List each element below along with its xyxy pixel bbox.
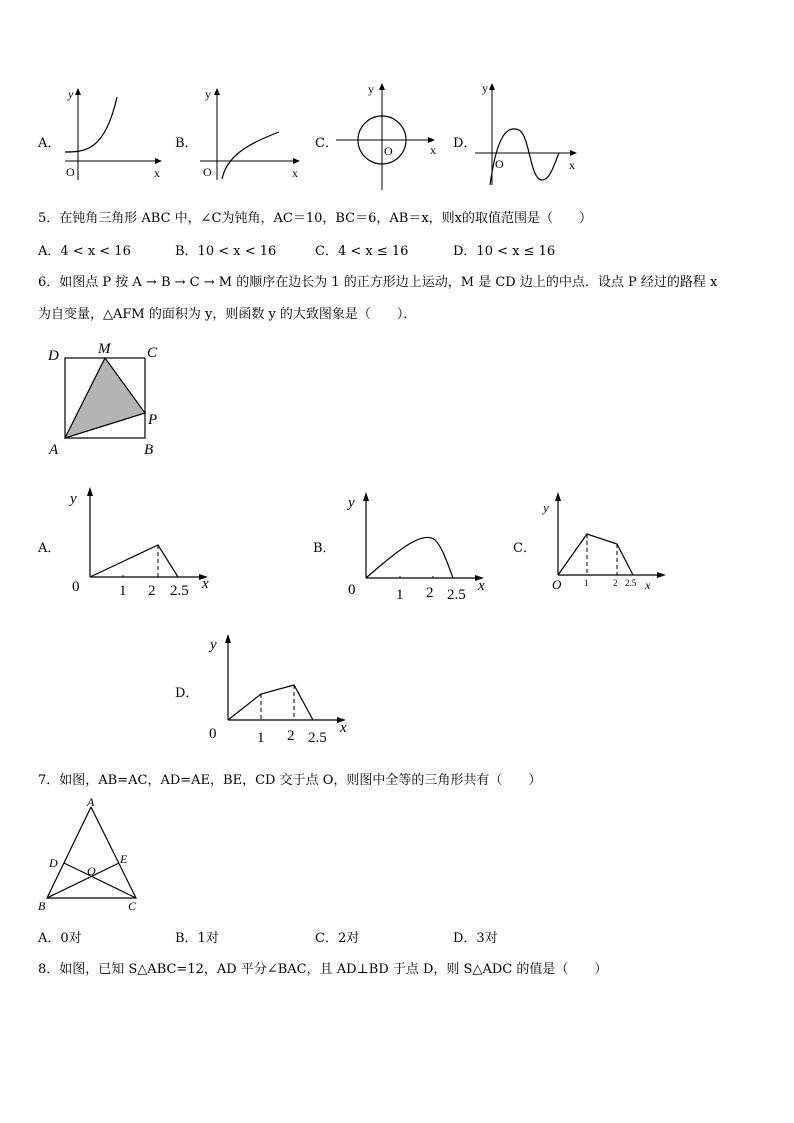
q6-option-a-graph	[65, 485, 225, 600]
origin-label: 0	[348, 582, 356, 598]
origin-label: O	[384, 144, 393, 158]
axis-y-label: y	[205, 87, 211, 101]
q6-option-b-label: B．	[313, 541, 336, 556]
q6-option-d-graph	[203, 632, 363, 747]
q5-option-b: B．10 < x < 16	[175, 244, 277, 259]
label-m: M	[98, 341, 111, 357]
label-c: C	[147, 345, 158, 361]
tick-2-5: 2.5	[447, 587, 466, 603]
origin-label: 0	[209, 726, 217, 742]
q4-option-d-label: D．	[453, 136, 477, 151]
q4-option-a-graph	[60, 85, 170, 185]
q6-option-b-graph	[343, 490, 503, 605]
axis-x-label: x	[569, 158, 575, 172]
q6-option-d-label: D．	[175, 686, 199, 701]
axis-y-label: y	[68, 87, 74, 101]
q4-option-b-label: B．	[175, 136, 198, 151]
axis-y-label: y	[70, 491, 77, 507]
tick-1: 1	[257, 730, 265, 746]
q4-option-c-label: C．	[315, 136, 338, 151]
axis-y-label: y	[348, 495, 355, 511]
axis-y-label: y	[368, 82, 374, 96]
q6-stem-line2: 为自变量，△AFM 的面积为 y，则函数 y 的大致图象是（ ）．	[38, 307, 417, 322]
axis-y-label: y	[210, 637, 217, 653]
label-b: B	[144, 442, 154, 458]
origin-label: O	[495, 157, 504, 171]
axis-x-label: x	[645, 578, 651, 592]
q7-option-d: D．3对	[453, 931, 498, 946]
label-a: A	[87, 795, 95, 809]
tick-1: 1	[584, 578, 589, 588]
tick-2: 2	[287, 728, 295, 744]
tick-1: 1	[119, 583, 127, 599]
axis-x-label: x	[292, 166, 298, 180]
tick-2-5: 2.5	[170, 583, 189, 599]
tick-2: 2	[148, 583, 156, 599]
q7-stem: 7．如图，AB=AC，AD=AE，BE，CD 交于点 O，则图中全等的三角形共有（ ）	[38, 773, 542, 788]
q7-triangle-figure	[35, 795, 155, 915]
label-o: O	[87, 864, 96, 878]
axis-x-label: x	[478, 578, 485, 594]
q7-option-b: B．1对	[175, 931, 219, 946]
label-c: C	[128, 899, 137, 913]
tick-2: 2	[613, 578, 618, 588]
q8-stem: 8．如图，已知 S△ABC=12，AD 平分∠BAC，且 AD⊥BD 于点 D，则 S△ADC 的值是（ ）	[38, 962, 608, 977]
q7-option-c: C．2对	[315, 931, 360, 946]
q4-option-d-graph	[472, 80, 587, 190]
tick-2-5: 2.5	[625, 578, 637, 588]
label-p: P	[148, 412, 158, 428]
q6-option-c-graph	[540, 490, 680, 595]
origin-label: O	[203, 165, 212, 179]
tick-1: 1	[396, 587, 404, 603]
axis-x-label: x	[430, 143, 436, 157]
q5-stem: 5．在钝角三角形 ABC 中，∠C为钝角，AC＝10，BC＝6，AB＝x，则x的取值范围是（ ）	[38, 211, 592, 226]
q6-square-figure	[40, 335, 180, 465]
origin-label: 0	[72, 579, 80, 595]
axis-x-label: x	[340, 720, 347, 736]
label-d: D	[48, 348, 59, 364]
q5-option-c: C．4 < x ≤ 16	[315, 244, 409, 259]
origin-label: O	[66, 165, 75, 179]
origin-label: O	[552, 577, 562, 592]
q6-stem-line1: 6．如图点 P 按 A → B → C → M 的顺序在边长为 1 的正方形边上运动，M 是 CD 边上的中点．设点 P 经过的路程 x	[38, 275, 718, 290]
q6-option-a-label: A．	[38, 541, 61, 556]
tick-2: 2	[426, 585, 434, 601]
label-b: B	[38, 899, 46, 913]
q5-option-d: D．10 < x ≤ 16	[453, 244, 556, 259]
label-e: E	[120, 852, 128, 866]
label-d: D	[49, 856, 58, 870]
q4-option-a-label: A．	[38, 136, 61, 151]
axis-y-label: y	[543, 500, 549, 515]
axis-x-label: x	[154, 166, 160, 180]
q4-option-c-graph	[333, 80, 448, 195]
axis-x-label: x	[202, 576, 209, 592]
q4-option-b-graph	[195, 85, 305, 185]
q6-option-c-label: C．	[513, 541, 536, 556]
label-a: A	[49, 442, 59, 458]
q7-option-a: A．0对	[38, 931, 82, 946]
tick-2-5: 2.5	[308, 730, 327, 746]
q5-option-a: A．4 < x < 16	[38, 244, 131, 259]
axis-y-label: y	[482, 81, 488, 95]
